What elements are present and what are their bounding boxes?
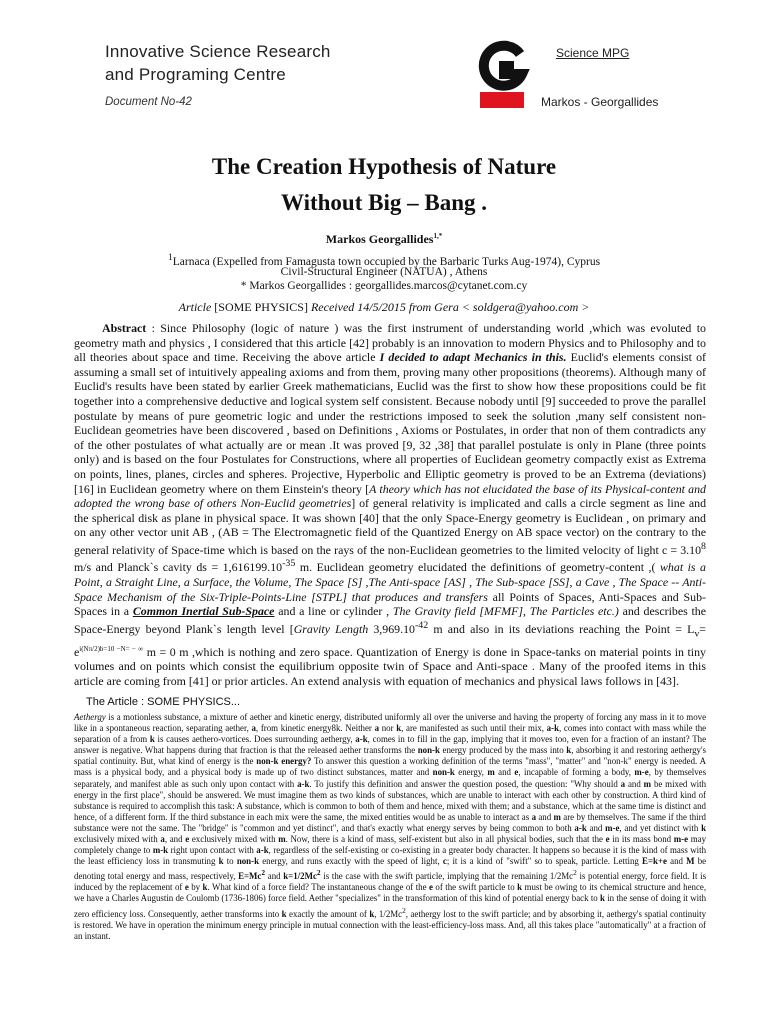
body-b1: is a motionless substance, a mixture of aether and kinetic energy, distributed uniformly all over the universe and having the property of forcing any mass in it to move like in a spontaneous reaction, separating aether, [74,712,707,734]
body-b9: absorbing it and restoring aethergy's spatial continuity. But, what kind of energy is the [74,745,707,767]
abstract-emph: I decided to adapt Mechanics in this. [379,350,567,365]
body-b39: aethergy lost to the swift particle; and by absorbing it, aethergy's spatial continuity is restored. We have in operation the minimum energy principle in mutual connection with the least-efficiency-loss mass. And, all this takes place "automatically" at a fraction of an instant. [74,908,707,941]
c-exponent: 8 [701,540,706,552]
author-text: Markos Georgallides [325,232,434,246]
science-mpg-label: Science MPG [556,46,630,60]
gravity-value: 3,969.10 [373,621,415,636]
section-heading: The Article : SOME PHYSICS... [86,696,241,708]
body-b20: exclusively mixed with [191,834,276,845]
abstract-p8: m and also in its deviations reaching the Point = [433,621,682,636]
lv-subscript: v [694,628,700,640]
body-b22: in its mass bond [612,834,672,845]
aethergy-term: Aethergy [74,712,106,722]
body-b38: exactly the amount of [289,908,367,919]
body-b21: Now, there is a kind of mass, self-existent but also in all physical bodies, such that the [290,834,603,845]
body-b34: What kind of a force field? The instantaneous change of the [212,882,427,893]
body-b5: comes into contact with mass while the separation of a from [74,723,707,745]
lv-end: m = 0 [146,644,176,659]
abstract-p9: m ,which is nothing and zero space. Quantization of Energy is done in Space-tanks on material points in tiny volumes and on points which consist the equilibrium opposite twin of Space and Anti-space . Many of the proofed items in this article are coming from [41] or prior articles. An extend analysis with equation of mechanics and physical laws follows in [43]. [74,644,706,688]
abstract-p4: m. Euclidean geometry elucidated the definitions of geometry-content ,( [299,560,656,575]
body-b8: energy produced by the mass into [442,745,564,756]
article-body: Aethergy is a motionless substance, a mixture of aether and kinetic energy, distributed uniformly all over the universe and having the property of forcing any mass in it to move like in a spontaneous reaction, separating aether, a, from kinetic energy8k. Neither a nor k, are manifested as such until their mix, a-k, comes into contact with mass while the separation of a from k is causes aethero-vortices. Does surrounding aethergy, a-k, comes in to fill in the gap, implying that it moves too, even for a fraction of an instant? The answer is negative. What happens during that fraction is that the released aether transforms the non-k energy produced by the mass into k, absorbing it and restoring aethergy's spatial continuity. But, what kind of energy is the non-k energy? To answer this question a working definition of the terms "mass", "matter" and "non-k" energy is needed. A mass is a physical body, and a physical body is made up of two distinct substances, matter and non-k energy, m and e, incapable of forming a body, m-e, by themselves separately, and manifest able as such only upon contact with a-k. To justify this definition and answer the question posed, the question: "Why should a and m be mixed with energy in the first place", should be answered. We must imagine them as two kinds of substances, which are unable to interact with each other by construction. A third kind of substance is required to accomplish this task: A substance, which is common to both of them and hence, mixed with them; and a substance, which at the same time is distinct and hence, of a different form. If the third substance in each mix were the same, the mixed entities would be as unable to interact as a and m are by themselves. The same if the third substance were not the same. The "bridge" is "common and yet distinct", and that's exactly what energy serves by being common to both a-k and m-e, and yet distinct with k exclusively mixed with a, and e exclusively mixed with m. Now, there is a kind of mass, self-existent but also in all physical bodies, such that the e in its mass bond m-e may completely change to m-k right upon contact with a-k, regardless of the self-existing or co-existing in a greater body character. It happens so because it is the kind of mass with the least efficiency loss in transmuting k to non-k energy, and runs exactly with the speed of light, c; it is a kind of "swift" so to speak, particle. Letting E=k+e and M be denoting total energy and mass, respectively, $E=Mc^2$ and $k=1/2Mc^2$ is the case with the swift particle, implying that the remaining 1/2Mc$^2$ is potential energy, force field. It is induced by the replacement of e by k. What kind of a force field? The instantaneous change of the e of the swift particle to k must be owing to its chemical structure and hence, we have a Charles Augustin de Coulomb (1736-1806) force field. Aether "specializes" in the transformation of this kind of potential energy back to k in the sense of doing it with zero efficiency loss. Consequently, aether transforms into k exactly the amount of k, 1/2Mc$^2$, aethergy lost to the swift particle; and by absorbing it, aethergy's spatial continuity is restored. We have in operation the minimum energy principle in mutual connection with the least-efficiency-loss mass. And, all this takes place "automatically" at a fraction of an instant. [74,712,707,941]
body-b23: may completely change to [74,834,707,856]
affiliation-sup: 1 [167,252,173,263]
body-b7: comes in to fill in the gap, implying that it moves too, even for a fraction of an instant? The answer is negative. What happens during that fraction is that the released aether transforms the [74,734,707,756]
body-b3: nor [381,723,394,734]
body-b27: energy, and runs exactly with the speed of light, [262,856,440,867]
body-b4: are manifested as such until their mix, [406,723,544,734]
article-received: Received 14/5/2015 from Gera < soldgera@yahoo.com > [310,300,590,314]
lv-symbol: L [687,621,695,636]
body-b28: it is a kind of "swift" so to speak, particle. Letting [452,856,639,867]
body-b6: is causes aethero-vortices. Does surrounding aethergy, [157,734,353,745]
body-b17: are by themselves. The same if the third substance were not the same. The "bridge" is "common and yet distinct", and that's exactly what energy serves by being common to both [74,811,706,833]
abstract-emph3: what is a Point, a Straight Line, a Surface, the Volume, The Space [S] ,The Anti-space [AS] , The Sub-space [SS], a Cave , The Space -- Anti-Space Mechanism of the Six-Triple-Points-Line [STPL] that produces and transfers [74,560,707,604]
author-brand: Markos - Georgallides [541,95,659,109]
g-logo-icon [476,40,530,110]
body-b33: is potential energy, force field. It is induced by the replacement of [74,871,707,893]
abstract [74,321,706,689]
body-b35: of the swift particle to [435,882,515,893]
abstract-p5: all Points of Spaces, Anti-Spaces and Sub-Spaces in a [74,589,707,619]
body-b18: and yet distinct with [624,822,699,833]
body-b10: To answer this question a working definition of the terms "mass", "matter" and "non-k" energy is needed. A mass is a physical body, and a physical body is made up of two distinct substances, matter and [74,756,706,778]
abstract-emph5: The Gravity field [MFMF], The Particles etc.) [392,604,619,619]
body-b25: regardless of the self-existing or co-existing in a greater body character. It happens so because it is the kind of mass with the least efficiency loss in transmuting [74,845,707,867]
article-prefix: Article [178,300,212,314]
abstract-label: Abstract [102,321,147,335]
paper-title-line2: Without Big – Bang . [281,190,487,215]
body-b24: right upon contact with [170,845,254,856]
abstract-emph2: A theory which has not elucidated the base of its Physical-content and adopted the wrong base of others Non-Euclid geometries [74,481,707,511]
affiliation-line3: * Markos Georgallides : georgallides.marcos@cytanet.com.cy [240,280,528,292]
affiliation-text1: Larnaca (Expelled from Famagusta town occupied by the Barbaric Turks Aug-1974), Cyprus [172,255,601,268]
body-b19: exclusively mixed with [74,834,158,845]
body-b2: from kinetic energy8k. Neither [260,723,372,734]
article-info [0,300,768,315]
body-b15: To justify this definition and answer the question posed, the question: "Why should [314,778,618,789]
body-b37: in the sense of doing it with zero efficiency loss. Consequently, aether transforms into [74,893,707,919]
paper-title-line1: The Creation Hypothesis of Nature [211,154,557,179]
affiliation-line2: Civil-Structural Engineer (NATUA) , Athens [280,266,488,278]
body-b14: by themselves separately, and manifest able as such only upon contact with [74,767,707,789]
gravity-length-label: Gravity Length [293,621,369,636]
author-name [0,232,768,247]
abstract-p2: Euclid's elements consist of assuming a small set of intuitively appealing axioms and from them, proving many other propositions (theorems). Although many of Euclid's results have been stated by earlier Greek mathematicians, Euclid was the first to show how these propositions could be fit together into a comprehensive deductive and logical system self consistent. Because nobody until [9] succeeded to prove the parallel postulate by means of pure geometric logic and under the restrictions imposed to seek the solution ,many self consistent non-Euclidean geometries have been discovered , based on Definitions , Axioms or Postulates, in order that non of them contradicts any of the other postulates of what actually are or mean .It was proved [9, 32 ,38] that parallel postulate is only in Plane (three points only) and is based on the four Postulates for Constructions, where all properties of Euclidean geometry compactly exist as Extrema on points, lines, planes, circles and spheres. Projective, Hyperbolic and Elliptic geometry is proved to be an Extrema (deviations) [16] in Euclidean geometry where on them Einstein's theory [ [74,350,706,496]
lv-equals: = e [74,621,706,659]
abstract-p7: and describes the Space-Energy beyond Plank`s length level [ [74,604,707,636]
body-b26: to [226,856,234,867]
body-b32: is the case with the swift particle, implying that the remaining 1/2Mc [323,871,574,882]
body-b30: be denoting total energy and mass, respectively, [74,856,707,882]
body-b29: and [670,856,683,867]
abstract-p6: and a line or cylinder , [278,604,390,619]
ds-exponent: -35 [282,558,296,570]
body-b36: must be owing to its chemical structure and hence, we have a Charles Augustin de Coulomb (1736-1806) force field. Aether "specializes" in the transformation of this kind of potential energy back to [74,882,707,904]
author-sup: 1,* [433,232,443,240]
abstract-p3: ] of general relativity is implicated and calls a circle segment as line and the spherical disk as plane in physical space. It was shown [40] that the only Space-Energy geometry is Euclidean , on primary and on any other vector unit AB , (AB = The Electromagnetic field of the Quantized Energy on AB space vector) on the contrary to the general relativity of Space-time which is based on the rays of the non-Euclidean geometries to the limited velocity of light c = 3.10 [74,496,707,557]
article-tag: [SOME PHYSICS] [214,300,308,314]
institute-name [105,40,331,86]
institute-line2: and Programing Centre [105,65,286,84]
abstract-p3b: m/s and Planck`s cavity ds = 1,616199.10 [74,560,283,575]
gravity-exponent: -42 [414,619,429,631]
document-number: Document No-42 [105,96,192,108]
body-b12: and [498,767,511,778]
body-b16: be mixed with energy in the first place", should be answered. We must imagine them as two kinds of substances, which are unable to interact with each other by construction. A third kind of substance is required to accomplish this task: A substance, which is common to both of them and hence, mixed with them; and a substance, which at the same time is distinct and hence, of a different form. If the third substance in each mix were the same, the mixed entities would be as unable to interact as [74,778,707,822]
body-b31: and [267,871,281,882]
lv-exponent: i(Nπ/2)b=10 −N= − ∞ [79,644,144,653]
institute-line1: Innovative Science Research [105,42,331,61]
abstract-p1: : Since Philosophy (logic of nature ) was the first instrument of understanding world ,which was evoluted to geometry math and physics , I considered that this article [42] probably is an innovation to modern Physics and to Philosophy and to all theories about space and time. Receiving the above article [74,321,706,365]
body-b13: incapable of forming a body, [524,767,631,778]
abstract-emph4: Common Inertial Sub-Space [132,604,275,619]
body-b11: energy, [458,767,484,778]
